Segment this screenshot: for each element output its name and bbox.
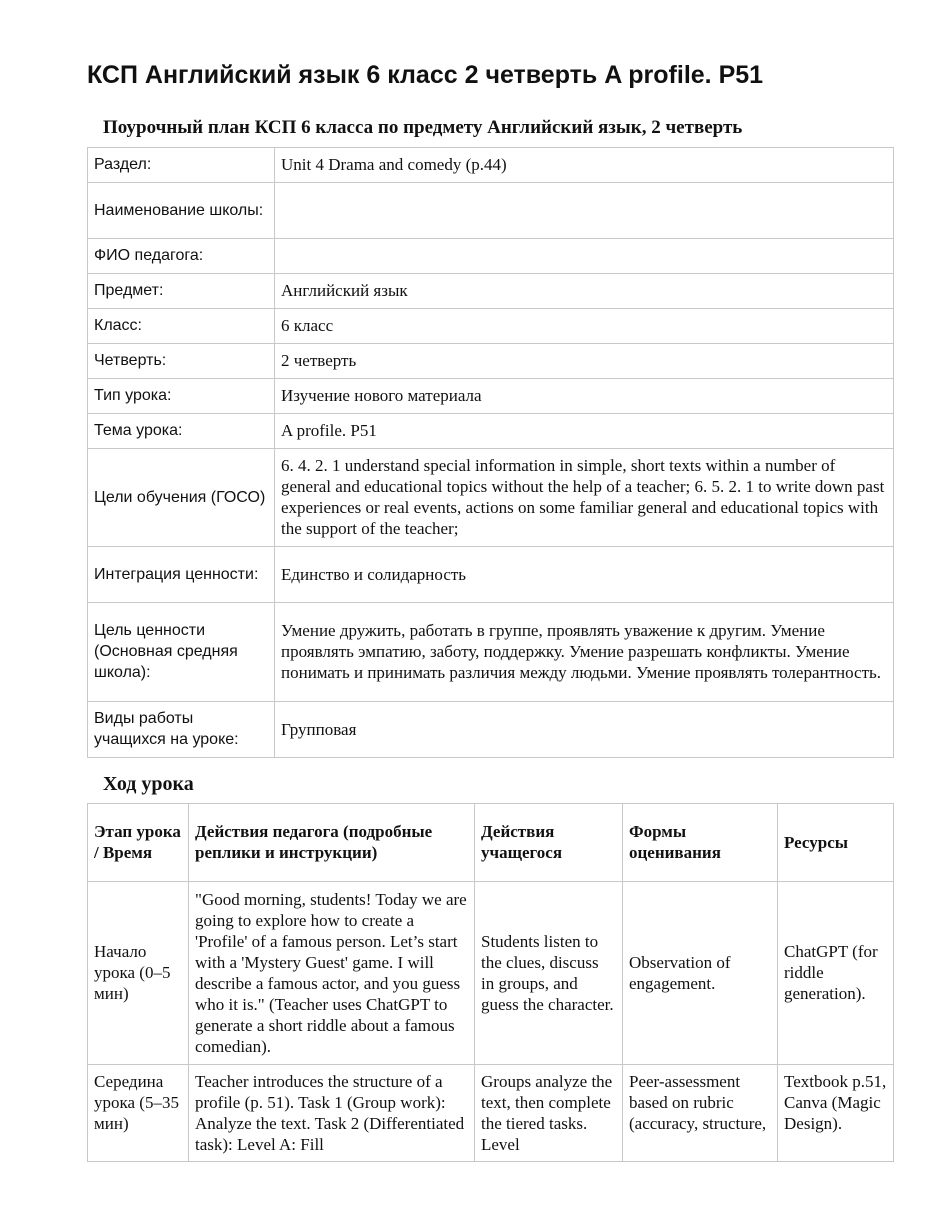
table-row xyxy=(88,449,894,547)
row-value-learning-goals: 6. 4. 2. 1 understand special information in simple, short texts within a number of general and educational topics without the help of a teacher; 6. 5. 2. 1 to write down past experiences or real events, actions on some familiar general and educational topics with the support of the teacher; xyxy=(275,449,894,547)
row-value-teacher xyxy=(275,239,894,274)
table-row xyxy=(88,344,894,379)
cell-teacher-actions: Teacher introduces the structure of a profile (p. 51). Task 1 (Group work): Analyze the text. Task 2 (Differentiated task): Level A: Fill xyxy=(189,1065,475,1162)
row-value-subject: Английский язык xyxy=(275,274,894,309)
cell-teacher-actions: "Good morning, students! Today we are going to explore how to create a 'Profile' of a famous person. Let’s start with a 'Mystery Guest' game. I will describe a famous actor, and you guess who it is." (Teacher uses ChatGPT to generate a short riddle about a famous comedian). xyxy=(189,882,475,1065)
row-label-learning-goals: Цели обучения (ГОСО) xyxy=(88,449,275,547)
row-value-lesson-type: Изучение нового материала xyxy=(275,379,894,414)
table-row xyxy=(88,148,894,183)
row-label-topic: Тема урока: xyxy=(88,414,275,449)
row-value-section: Unit 4 Drama and comedy (p.44) xyxy=(275,148,894,183)
page-title: КСП Английский язык 6 класс 2 четверть A profile. P51 xyxy=(87,61,764,89)
row-label-grade: Класс: xyxy=(88,309,275,344)
row-value-value-goal: Умение дружить, работать в группе, проявлять уважение к другим. Умение проявлять эмпатию, заботу, поддержку. Умение разрешать конфликты. Умение понимать и принимать различия между людьми. Умение проявлять толерантность. xyxy=(275,603,894,702)
table-row xyxy=(88,379,894,414)
cell-student-actions: Students listen to the clues, discuss in groups, and guess the character. xyxy=(475,882,623,1065)
row-label-section: Раздел: xyxy=(88,148,275,183)
table-row xyxy=(88,274,894,309)
cell-resources: ChatGPT (for riddle generation). xyxy=(778,882,894,1065)
lesson-progress-heading: Ход урока xyxy=(103,773,194,795)
row-label-teacher: ФИО педагога: xyxy=(88,239,275,274)
table-row xyxy=(88,239,894,274)
lesson-info-table xyxy=(87,147,894,758)
row-value-value-integration: Единство и солидарность xyxy=(275,547,894,603)
table-row xyxy=(88,183,894,239)
header-assessment: Формы оценивания xyxy=(623,804,778,882)
cell-resources: Textbook p.51, Canva (Magic Design). xyxy=(778,1065,894,1162)
row-value-work-types: Групповая xyxy=(275,702,894,758)
row-value-topic: A profile. P51 xyxy=(275,414,894,449)
row-value-grade: 6 класс xyxy=(275,309,894,344)
row-value-school xyxy=(275,183,894,239)
table-row xyxy=(88,547,894,603)
header-resources: Ресурсы xyxy=(778,804,894,882)
header-stage: Этап урока / Время xyxy=(88,804,189,882)
cell-student-actions: Groups analyze the text, then complete the tiered tasks. Level xyxy=(475,1065,623,1162)
table-row xyxy=(88,882,894,1065)
row-label-school: Наименование школы: xyxy=(88,183,275,239)
header-teacher-actions: Действия педагога (подробные реплики и инструкции) xyxy=(189,804,475,882)
row-label-work-types: Виды работы учащихся на уроке: xyxy=(88,702,275,758)
table-row xyxy=(88,702,894,758)
row-label-value-goal: Цель ценности (Основная средняя школа): xyxy=(88,603,275,702)
cell-assessment: Observation of engagement. xyxy=(623,882,778,1065)
cell-stage: Начало урока (0–5 мин) xyxy=(88,882,189,1065)
cell-stage: Середина урока (5–35 мин) xyxy=(88,1065,189,1162)
table-header-row xyxy=(88,804,894,882)
row-label-quarter: Четверть: xyxy=(88,344,275,379)
table-row xyxy=(88,1065,894,1162)
row-value-quarter: 2 четверть xyxy=(275,344,894,379)
cell-assessment: Peer-assessment based on rubric (accuracy, structure, xyxy=(623,1065,778,1162)
row-label-subject: Предмет: xyxy=(88,274,275,309)
plan-subtitle: Поурочный план КСП 6 класса по предмету Английский язык, 2 четверть xyxy=(103,117,743,138)
row-label-value-integration: Интеграция ценности: xyxy=(88,547,275,603)
table-row xyxy=(88,603,894,702)
row-label-lesson-type: Тип урока: xyxy=(88,379,275,414)
table-row xyxy=(88,309,894,344)
header-student-actions: Действия учащегося xyxy=(475,804,623,882)
lesson-progress-table xyxy=(87,803,894,1162)
table-row xyxy=(88,414,894,449)
